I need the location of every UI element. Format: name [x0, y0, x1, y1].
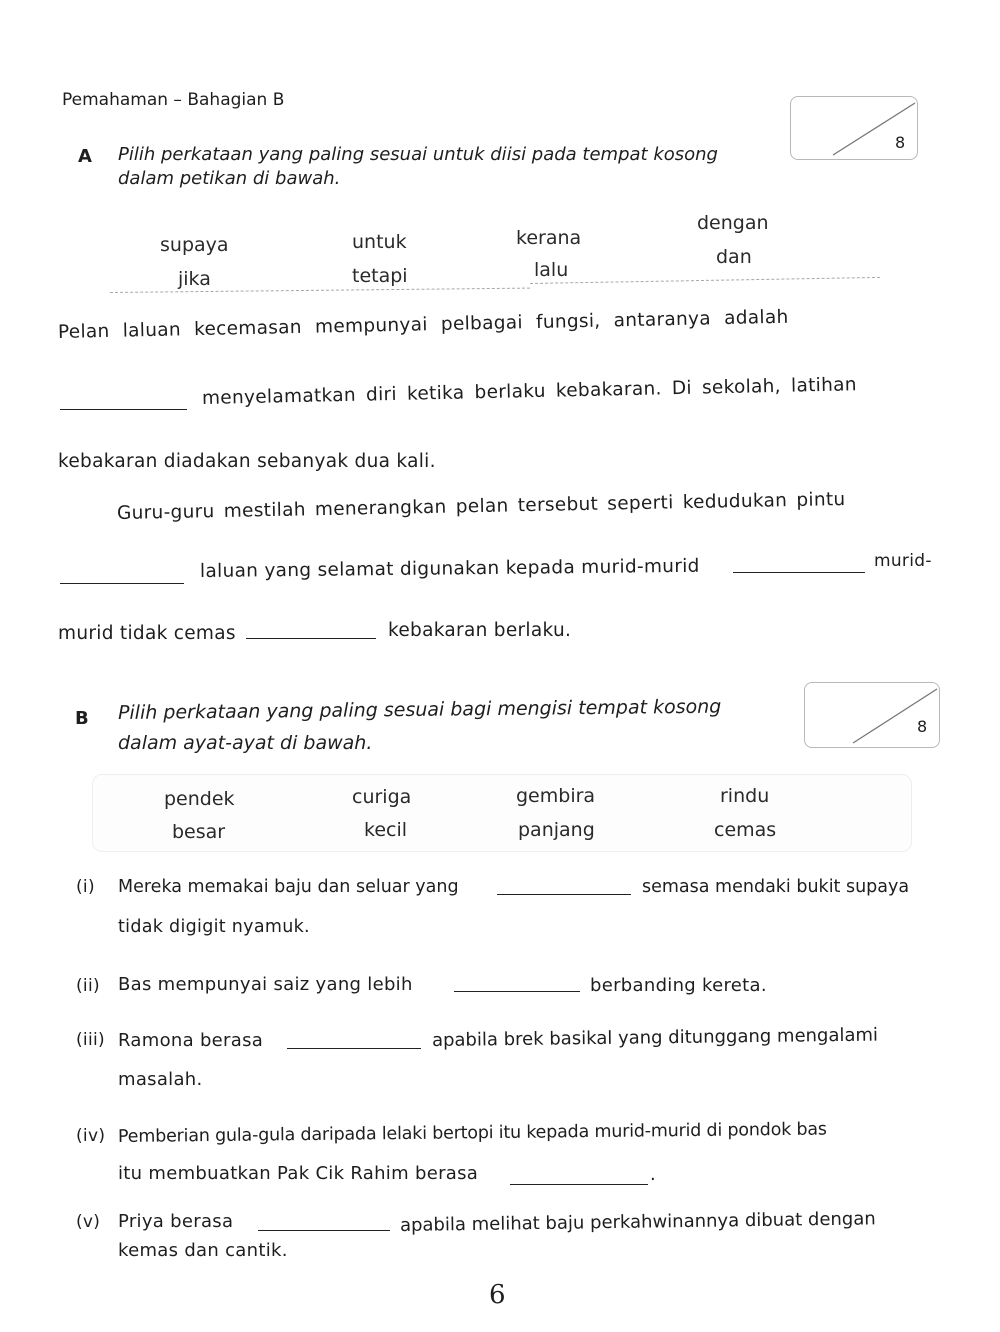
word-b-pendek: pendek [164, 788, 235, 810]
passage-p1-line1: Pelan laluan kecemasan mempunyai pelbagai fungsi, antaranya adalah [57, 306, 789, 343]
passage-p2-line2a: laluan yang selamat digunakan kepada murid-murid [199, 555, 700, 582]
question-5-text-a: Priya berasa [118, 1211, 234, 1232]
section-b-score: 8 [917, 717, 928, 736]
section-a-score: 8 [895, 133, 906, 152]
question-2-blank[interactable] [454, 969, 580, 992]
question-number: (iii) [76, 1030, 105, 1050]
passage-blank-3[interactable] [733, 550, 865, 573]
question-1-blank[interactable] [497, 872, 631, 895]
section-a-score-box [790, 96, 918, 160]
question-1-text-b: semasa mendaki bukit supaya [642, 877, 910, 897]
section-a-label: A [78, 146, 92, 167]
page-number: 6 [489, 1280, 506, 1310]
question-5-text-c: kemas dan cantik. [118, 1240, 288, 1261]
question-2-text-a: Bas mempunyai saiz yang lebih [118, 974, 413, 995]
word-a-tetapi: tetapi [352, 265, 408, 287]
section-b-instruction-line2: dalam ayat-ayat di bawah. [118, 732, 373, 754]
question-1-text-a: Mereka memakai baju dan seluar yang [118, 877, 459, 897]
section-a-instruction-line2: dalam petikan di bawah. [118, 168, 341, 189]
question-5-text-b: apabila melihat baju perkahwinannya dibuat dengan [399, 1208, 876, 1236]
word-b-curiga: curiga [352, 786, 412, 808]
word-b-cemas: cemas [714, 819, 777, 841]
question-3-blank[interactable] [287, 1026, 421, 1049]
passage-p2-line3b: kebakaran berlaku. [388, 620, 572, 641]
passage-p2-line3a: murid tidak cemas [58, 623, 236, 644]
word-bank-a-divider-right [530, 277, 880, 284]
passage-p1-line2: menyelamatkan diri ketika berlaku kebakaran. Di sekolah, latihan [201, 374, 858, 409]
passage-p1-line3: kebakaran diadakan sebanyak dua kali. [58, 451, 436, 472]
question-3-text-c: masalah. [118, 1069, 203, 1090]
question-4-text-b: itu membuatkan Pak Cik Rahim berasa [118, 1163, 479, 1184]
passage-blank-1[interactable] [60, 387, 187, 410]
word-b-kecil: kecil [364, 819, 408, 841]
section-b-score-box [804, 682, 940, 748]
word-a-dengan: dengan [697, 212, 769, 234]
word-a-supaya: supaya [160, 234, 229, 256]
section-b-instruction-line1: Pilih perkataan yang paling sesuai bagi mengisi tempat kosong [117, 695, 722, 724]
word-a-untuk: untuk [352, 231, 407, 253]
word-a-dan: dan [716, 246, 752, 268]
word-bank-a-divider-left [110, 288, 530, 293]
word-b-rindu: rindu [720, 785, 770, 807]
question-1-text-c: tidak digigit nyamuk. [118, 917, 310, 937]
section-a-instruction-line1: Pilih perkataan yang paling sesuai untuk diisi pada tempat kosong [118, 144, 718, 165]
question-number: (ii) [76, 976, 100, 996]
passage-p2-line1: Guru-guru mestilah menerangkan pelan tersebut seperti kedudukan pintu [116, 489, 846, 524]
page-title: Pemahaman – Bahagian B [62, 90, 285, 110]
word-b-panjang: panjang [518, 819, 595, 841]
question-2-text-b: berbanding kereta. [590, 975, 767, 996]
question-5-blank[interactable] [258, 1208, 390, 1231]
section-b-label: B [75, 708, 89, 729]
word-a-jika: jika [178, 268, 211, 290]
word-b-besar: besar [172, 821, 226, 843]
question-number: (iv) [76, 1126, 106, 1146]
score-diagonal-b [805, 683, 939, 747]
question-4-text-a: Pemberian gula-gula daripada lelaki bertopi itu kepada murid-murid di pondok bas [117, 1119, 827, 1147]
passage-p2-line2b: murid- [874, 551, 932, 571]
question-3-text-b: apabila brek basikal yang ditunggang mengalami [431, 1024, 879, 1051]
question-number: (i) [76, 877, 95, 897]
passage-blank-2[interactable] [60, 561, 184, 584]
question-number: (v) [76, 1212, 101, 1232]
word-a-kerana: kerana [516, 227, 582, 249]
passage-blank-4[interactable] [246, 616, 376, 639]
question-4-blank[interactable] [510, 1162, 648, 1185]
question-4-text-c: . [650, 1164, 657, 1185]
word-a-lalu: lalu [534, 259, 569, 281]
word-b-gembira: gembira [516, 785, 596, 807]
question-3-text-a: Ramona berasa [118, 1030, 264, 1051]
